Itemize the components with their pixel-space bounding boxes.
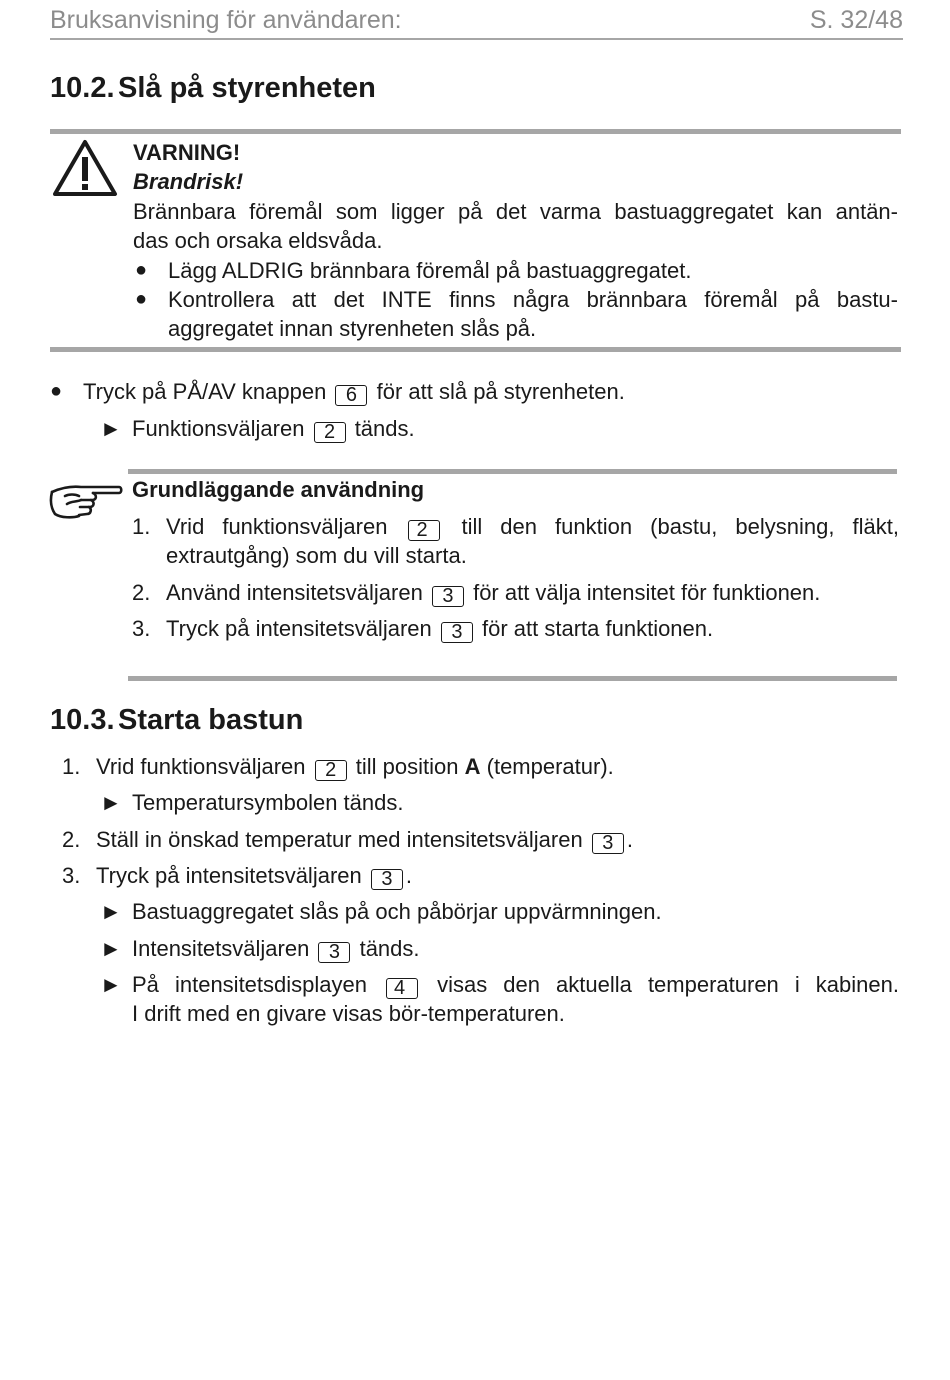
key-reference: 3	[441, 622, 473, 643]
result-arrow-icon: ►	[100, 416, 122, 441]
section-heading-10-3	[50, 704, 303, 737]
sauna-step-1: Vrid funktionsväljaren 2 till position A (temperatur).	[96, 754, 614, 781]
pointing-hand-icon	[47, 478, 123, 522]
note-item-2: Använd intensitetsväljaren 3 för att välja intensitet för funktionen.	[166, 580, 821, 607]
list-number: 3.	[132, 616, 151, 641]
page-number: S. 32/48	[809, 6, 903, 34]
header-title: Bruksanvisning för användaren:	[50, 6, 402, 34]
section-number: 10.3.	[50, 704, 115, 736]
note-item-1-line1: Vrid funktionsväljaren 2 till den funktion (bastu, belysning, fläkt,	[166, 514, 899, 541]
sauna-result-1: Bastuaggregatet slås på och påbörjar uppvärmningen.	[132, 899, 662, 924]
note-item-1-line2: extrautgång) som du vill starta.	[166, 543, 467, 568]
key-reference: 4	[386, 978, 418, 999]
warning-label: VARNING!	[133, 140, 241, 165]
bullet-icon: ●	[50, 380, 63, 402]
warning-top-rule	[50, 129, 901, 134]
sauna-result-3-line2: I drift med en givare visas bör-temperaturen.	[132, 1001, 565, 1026]
key-reference: 2	[314, 422, 346, 443]
note-item-3: Tryck på intensitetsväljaren 3 för att starta funktionen.	[166, 616, 714, 643]
section-title: Slå på styrenheten	[118, 72, 376, 104]
result-line: Funktionsväljaren 2 tänds.	[132, 416, 415, 443]
key-reference: 2	[408, 520, 440, 541]
list-number: 1.	[62, 754, 81, 779]
list-number: 3.	[62, 863, 81, 888]
key-reference: 2	[315, 760, 347, 781]
key-reference: 6	[335, 385, 367, 406]
note-title: Grundläggande användning	[132, 477, 425, 502]
warning-subtitle: Brandrisk!	[133, 169, 244, 194]
warning-bullet-1: Lägg ALDRIG brännbara föremål på bastuaggregatet.	[168, 258, 692, 283]
list-number: 2.	[62, 827, 81, 852]
page-header	[50, 4, 903, 40]
warning-triangle-icon	[52, 138, 118, 198]
list-number: 2.	[132, 580, 151, 605]
step-power-on: Tryck på PÅ/AV knappen 6 för att slå på styrenheten.	[83, 379, 625, 406]
section-number: 10.2.	[50, 72, 115, 104]
result-arrow-icon: ►	[100, 790, 122, 815]
bullet-icon: ●	[135, 259, 148, 281]
key-reference: 3	[318, 942, 350, 963]
result-arrow-icon: ►	[100, 899, 122, 924]
warning-text-line2: das och orsaka eldsvåda.	[133, 228, 383, 253]
warning-text-line1: Brännbara föremål som ligger på det varma bastuaggregatet kan antän-	[133, 199, 898, 224]
note-bottom-rule	[128, 676, 897, 681]
sauna-step-2: Ställ in önskad temperatur med intensitetsväljaren 3 .	[96, 827, 633, 854]
result-arrow-icon: ►	[100, 972, 122, 997]
sauna-result-3-line1: På intensitetsdisplayen 4 visas den aktuella temperaturen i kabinen.	[132, 972, 899, 999]
key-reference: 3	[432, 586, 464, 607]
section-title: Starta bastun	[118, 704, 304, 736]
bullet-icon: ●	[135, 288, 148, 310]
note-top-rule	[128, 469, 897, 474]
sauna-step-1-result: Temperatursymbolen tänds.	[132, 790, 404, 815]
key-reference: 3	[592, 833, 624, 854]
sauna-step-3: Tryck på intensitetsväljaren 3 .	[96, 863, 412, 890]
warning-bottom-rule	[50, 347, 901, 352]
key-reference: 3	[371, 869, 403, 890]
list-number: 1.	[132, 514, 151, 539]
section-heading-10-2	[50, 72, 376, 105]
result-arrow-icon: ►	[100, 936, 122, 961]
warning-bullet-2-line2: aggregatet innan styrenheten slås på.	[168, 316, 537, 341]
warning-bullet-2-line1: Kontrollera att det INTE finns några brännbara föremål på bastu-	[168, 287, 898, 312]
sauna-result-2: Intensitetsväljaren 3 tänds.	[132, 936, 420, 963]
